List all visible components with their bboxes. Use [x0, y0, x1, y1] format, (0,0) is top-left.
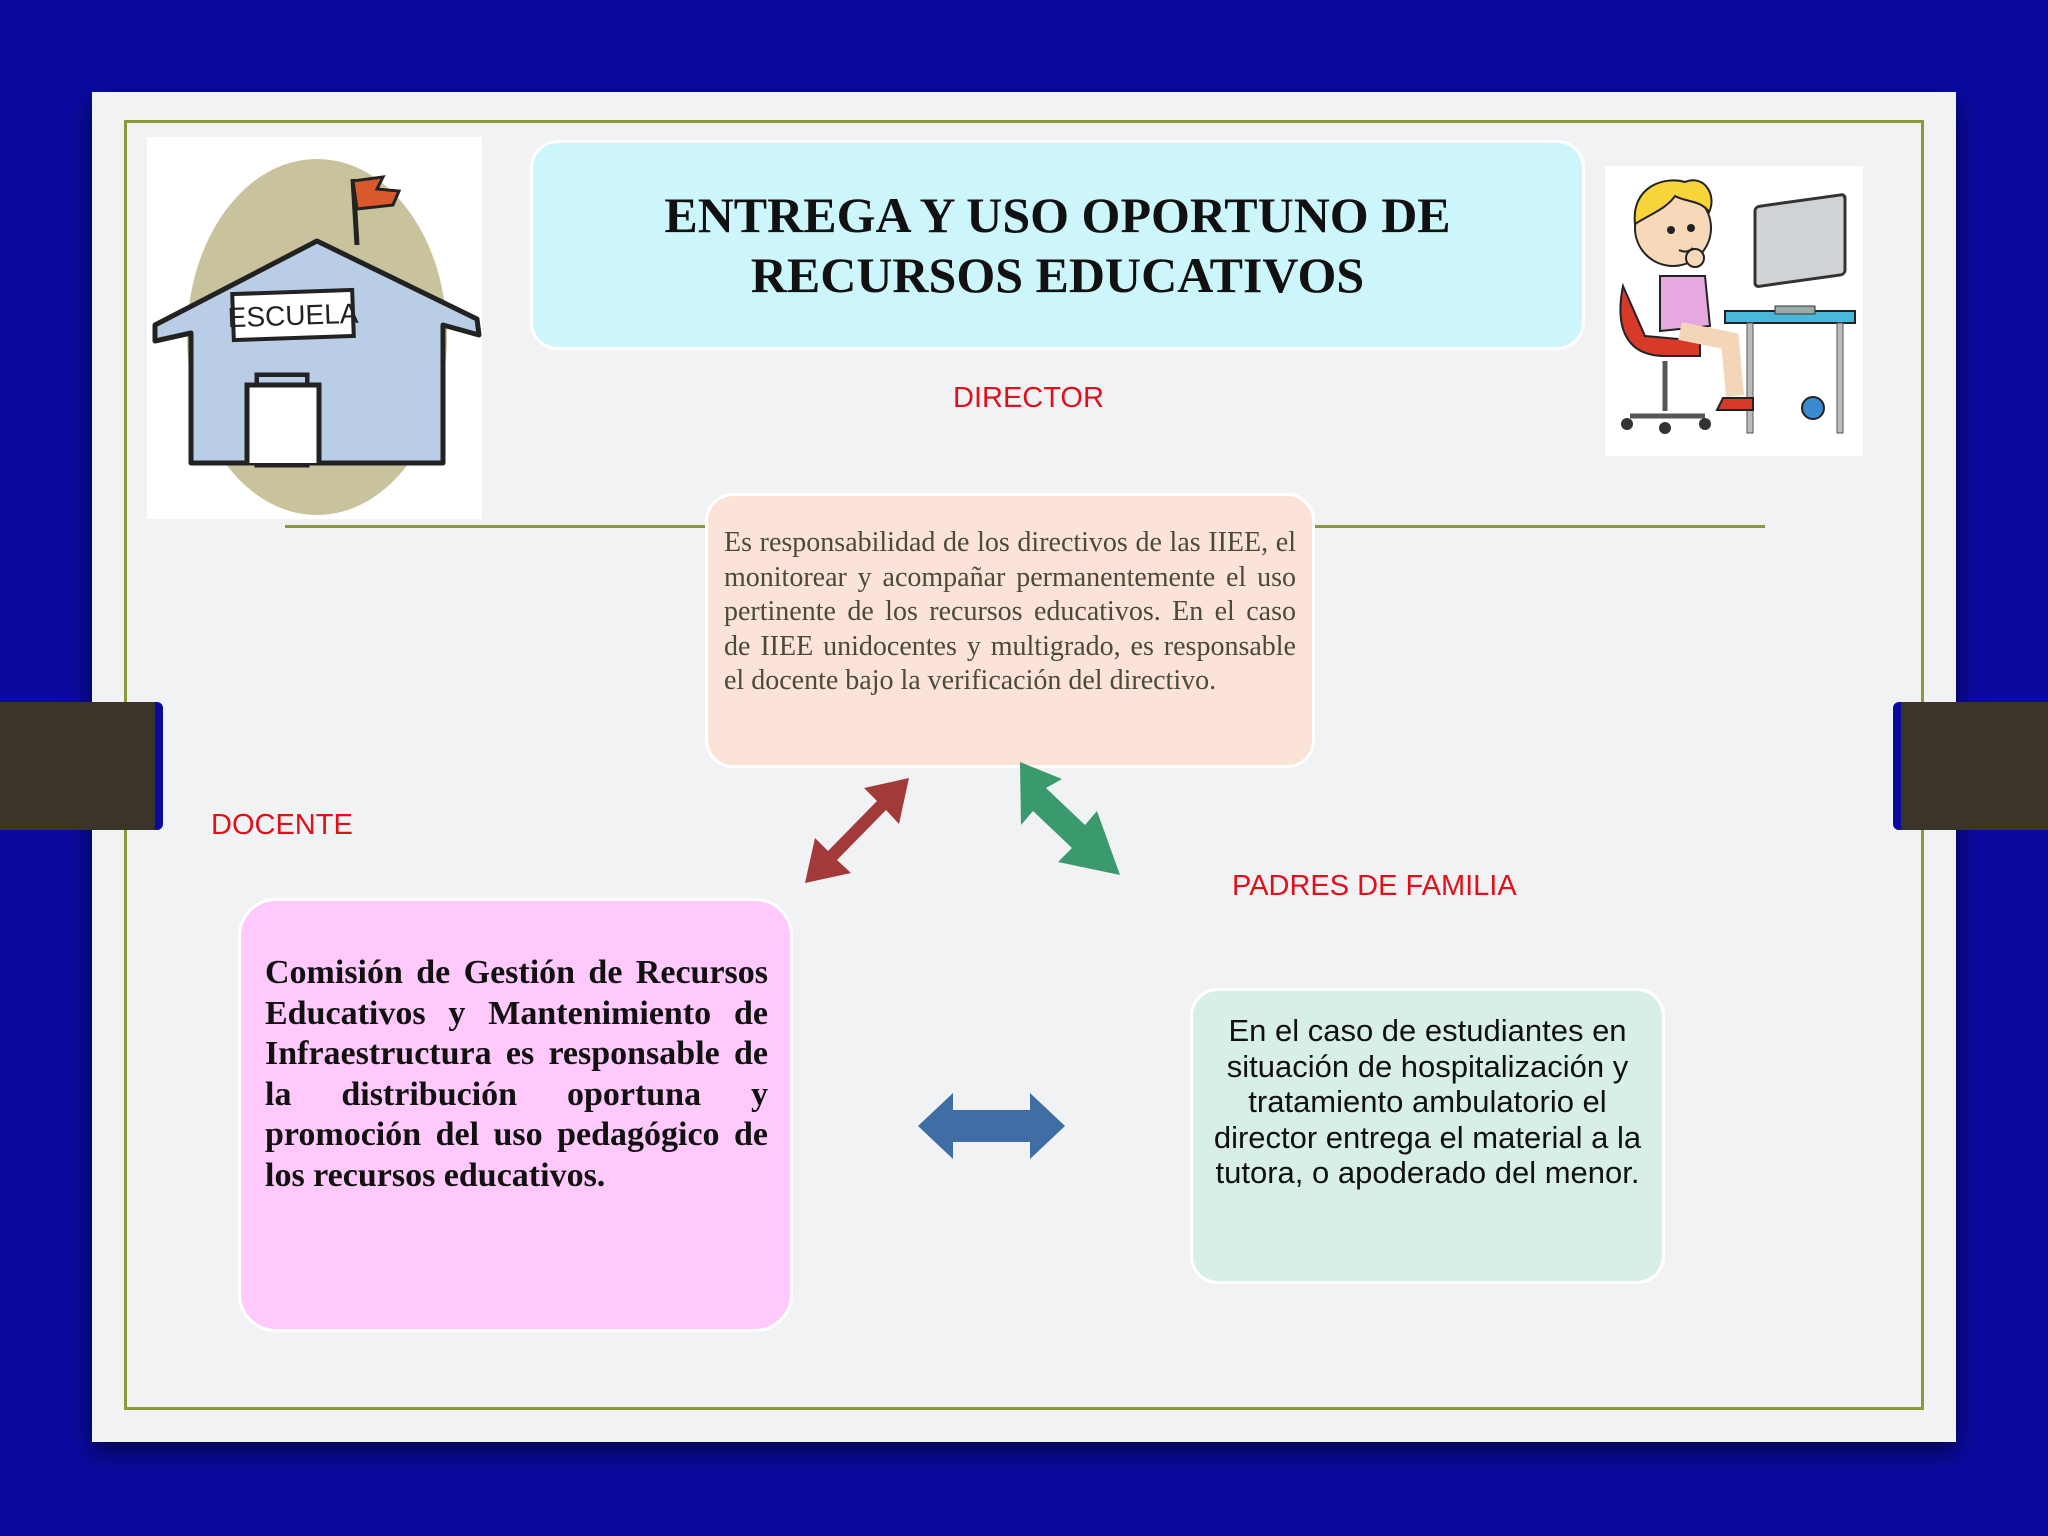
docente-box: Comisión de Gestión de Recursos Educativos y Mantenimiento de Infraestructura es responsable de la distribución oportuna y promoción del uso pedagógico de los recursos educativos.: [238, 898, 793, 1332]
label-padres: PADRES DE FAMILIA: [1232, 870, 1517, 902]
double-arrow-icon: [918, 1093, 1065, 1159]
school-sign-text: ESCUELA: [227, 297, 359, 334]
director-box: Es responsabilidad de los directivos de las IIEE, el monitorear y acompañar permanentemente el uso pertinente de los recursos educativos. En el caso de IIEE unidocentes y multigrado, es responsable el docente bajo la verificación del directivo.: [705, 493, 1315, 768]
label-director: DIRECTOR: [953, 382, 1104, 414]
page-title: ENTREGA Y USO OPORTUNO DE RECURSOS EDUCATIVOS: [664, 187, 1451, 303]
label-docente: DOCENTE: [211, 809, 353, 841]
double-arrow-icon: [805, 778, 909, 883]
padres-box: En el caso de estudiantes en situación de hospitalización y tratamiento ambulatorio el director entrega el material a la tutora, o apoderado del menor.: [1190, 988, 1665, 1284]
double-arrow-icon: [1020, 762, 1120, 875]
